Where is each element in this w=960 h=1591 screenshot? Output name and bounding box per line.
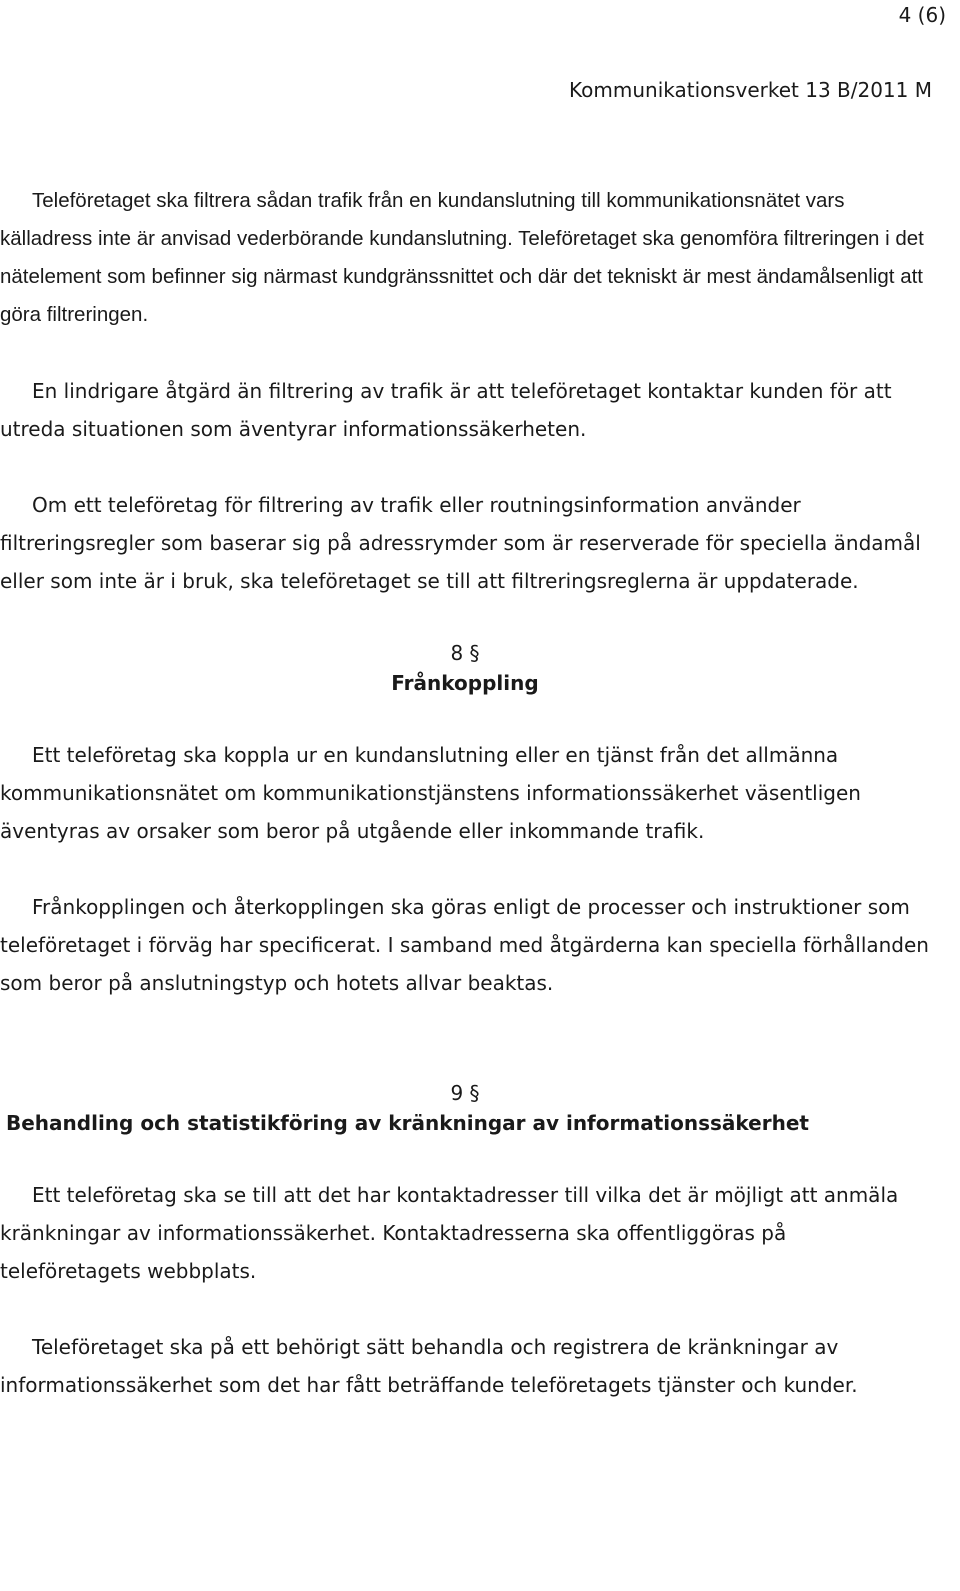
paragraph-disconnection: Ett teleföretag ska koppla ur en kundanslutning eller en tjänst från det allmänna kommunikationsnätet om kommunikationstjänstens informationssäkerhet väsentligen äventyras av orsaker som beror på utgående eller inkommande trafik. [0,743,861,843]
paragraph-lighter-measure: En lindrigare åtgärd än filtrering av trafik är att teleföretaget kontaktar kunden för att utreda situationen som äventyrar informationssäkerheten. [0,379,892,441]
document-reference: Kommunikationsverket 13 B/2011 M [569,78,932,102]
section-9-heading [0,1078,930,1138]
section-8-heading [0,638,930,698]
paragraph-filtering: Teleföretaget ska filtrera sådan trafik från en kundanslutning till kommunikationsnätet vars källadress inte är anvisad vederbörande kundanslutning. Teleföretaget ska genomföra filtreringen i det nätelement som befinner sig närmast kundgränssnittet och där det tekniskt är mest ändamålsenligt att göra filtreringen. [0,189,924,326]
section-8-number: 8 § [450,641,480,665]
paragraph-register-violations: Teleföretaget ska på ett behörigt sätt behandla och registrera de kränkningar av informationssäkerhet som det har fått beträffande teleföretagets tjänster och kunder. [0,1335,858,1397]
document-body [0,182,930,1404]
section-9-number: 9 § [450,1081,480,1105]
paragraph-filtering-rules: Om ett teleföretag för filtrering av trafik eller routningsinformation använder filtreringsregler som baserar sig på adressrymder som är reserverade för speciella ändamål eller som inte är i bruk, ska teleföretaget se till att filtreringsreglerna är uppdaterade. [0,493,921,593]
section-9-title: Behandling och statistikföring av kränkningar av informationssäkerhet [6,1111,809,1135]
paragraph-contact-addresses: Ett teleföretag ska se till att det har kontaktadresser till vilka det är möjligt att anmäla kränkningar av informationssäkerhet. Kontaktadresserna ska offentliggöras på teleföretagets webbplats. [0,1183,899,1283]
section-8-title: Frånkoppling [391,671,539,695]
page-number: 4 (6) [898,3,946,27]
paragraph-reconnection: Frånkopplingen och återkopplingen ska göras enligt de processer och instruktioner som teleföretaget i förväg har specificerat. I samband med åtgärderna kan speciella förhållanden som beror på anslutningstyp och hotets allvar beaktas. [0,895,929,995]
